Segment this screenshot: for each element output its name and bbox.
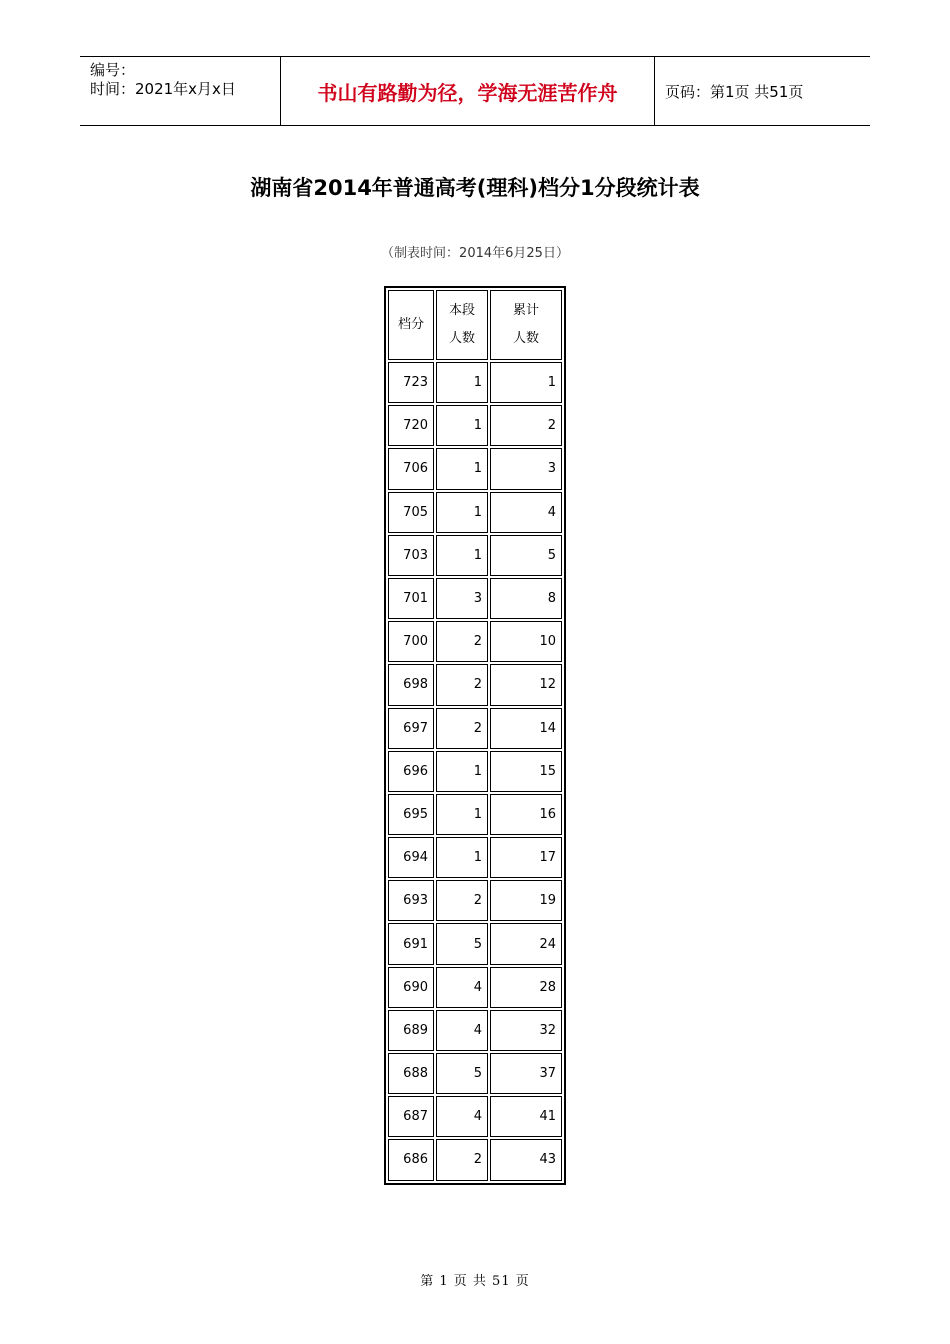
- cell-score: 697: [388, 708, 434, 749]
- cell-score: 694: [388, 837, 434, 878]
- cell-score: 696: [388, 751, 434, 792]
- table-row: [388, 967, 562, 1008]
- cell-count: 2: [436, 664, 488, 705]
- table-row: [388, 578, 562, 619]
- score-table: [384, 286, 566, 1185]
- cell-count: 2: [436, 880, 488, 921]
- header-cum-line2: 人数: [512, 331, 539, 346]
- cell-cumulative: 2: [490, 405, 562, 446]
- cell-cumulative: 41: [490, 1096, 562, 1137]
- header-count-line1: 本段: [448, 303, 475, 318]
- cell-score: 720: [388, 405, 434, 446]
- table-row: [388, 1096, 562, 1137]
- doc-number-label: 编号：: [90, 61, 136, 79]
- cell-score: 701: [388, 578, 434, 619]
- table-header-row: [388, 290, 562, 360]
- doc-time-label: 时间：2021年x月x日: [90, 80, 236, 98]
- cell-count: 4: [436, 967, 488, 1008]
- header-motto: 书山有路勤为径，学海无涯苦作舟: [281, 57, 655, 125]
- cell-score: 689: [388, 1010, 434, 1051]
- cell-score: 700: [388, 621, 434, 662]
- table-row: [388, 362, 562, 403]
- cell-cumulative: 17: [490, 837, 562, 878]
- table-row: [388, 1139, 562, 1180]
- cell-count: 4: [436, 1096, 488, 1137]
- cell-score: 687: [388, 1096, 434, 1137]
- cell-cumulative: 5: [490, 535, 562, 576]
- cell-cumulative: 24: [490, 923, 562, 964]
- table-row: [388, 405, 562, 446]
- table-row: [388, 1053, 562, 1094]
- cell-count: 3: [436, 578, 488, 619]
- cell-score: 695: [388, 794, 434, 835]
- cell-cumulative: 43: [490, 1139, 562, 1180]
- cell-count: 4: [436, 1010, 488, 1051]
- cell-score: 693: [388, 880, 434, 921]
- page-header: [80, 56, 870, 126]
- cell-count: 1: [436, 492, 488, 533]
- cell-score: 688: [388, 1053, 434, 1094]
- cell-cumulative: 28: [490, 967, 562, 1008]
- cell-cumulative: 14: [490, 708, 562, 749]
- cell-score: 703: [388, 535, 434, 576]
- cell-score: 705: [388, 492, 434, 533]
- cell-cumulative: 8: [490, 578, 562, 619]
- cell-cumulative: 3: [490, 448, 562, 489]
- header-count: [436, 290, 488, 360]
- cell-count: 1: [436, 751, 488, 792]
- cell-score: 691: [388, 923, 434, 964]
- document-title: 湖南省2014年普通高考(理科)档分1分段统计表: [250, 176, 700, 200]
- cell-cumulative: 15: [490, 751, 562, 792]
- cell-score: 723: [388, 362, 434, 403]
- table-row: [388, 837, 562, 878]
- cell-score: 686: [388, 1139, 434, 1180]
- header-cum-line1: 累计: [512, 303, 539, 318]
- table-row: [388, 880, 562, 921]
- page-footer: 第 1 页 共 51 页: [420, 1274, 530, 1289]
- cell-score: 690: [388, 967, 434, 1008]
- table-row: [388, 751, 562, 792]
- table-row: [388, 535, 562, 576]
- cell-count: 1: [436, 362, 488, 403]
- cell-count: 5: [436, 923, 488, 964]
- table-row: [388, 448, 562, 489]
- cell-count: 2: [436, 621, 488, 662]
- cell-count: 1: [436, 794, 488, 835]
- cell-score: 698: [388, 664, 434, 705]
- cell-count: 1: [436, 535, 488, 576]
- cell-count: 1: [436, 405, 488, 446]
- cell-score: 706: [388, 448, 434, 489]
- document-subtitle: （制表时间：2014年6月25日）: [381, 246, 569, 261]
- cell-count: 1: [436, 837, 488, 878]
- header-score: 档分: [388, 290, 434, 360]
- cell-cumulative: 1: [490, 362, 562, 403]
- table-row: [388, 621, 562, 662]
- header-count-line2: 人数: [448, 331, 475, 346]
- cell-count: 2: [436, 708, 488, 749]
- cell-cumulative: 32: [490, 1010, 562, 1051]
- cell-cumulative: 10: [490, 621, 562, 662]
- cell-cumulative: 16: [490, 794, 562, 835]
- cell-cumulative: 19: [490, 880, 562, 921]
- header-meta: [80, 57, 281, 125]
- cell-count: 2: [436, 1139, 488, 1180]
- cell-cumulative: 4: [490, 492, 562, 533]
- table-row: [388, 492, 562, 533]
- cell-count: 5: [436, 1053, 488, 1094]
- table-row: [388, 664, 562, 705]
- table-row: [388, 923, 562, 964]
- header-page-info: 页码：第1页 共51页: [665, 82, 804, 101]
- cell-cumulative: 12: [490, 664, 562, 705]
- cell-count: 1: [436, 448, 488, 489]
- cell-cumulative: 37: [490, 1053, 562, 1094]
- header-cumulative: [490, 290, 562, 360]
- table-row: [388, 708, 562, 749]
- table-row: [388, 1010, 562, 1051]
- score-table-body: [388, 290, 562, 1181]
- table-row: [388, 794, 562, 835]
